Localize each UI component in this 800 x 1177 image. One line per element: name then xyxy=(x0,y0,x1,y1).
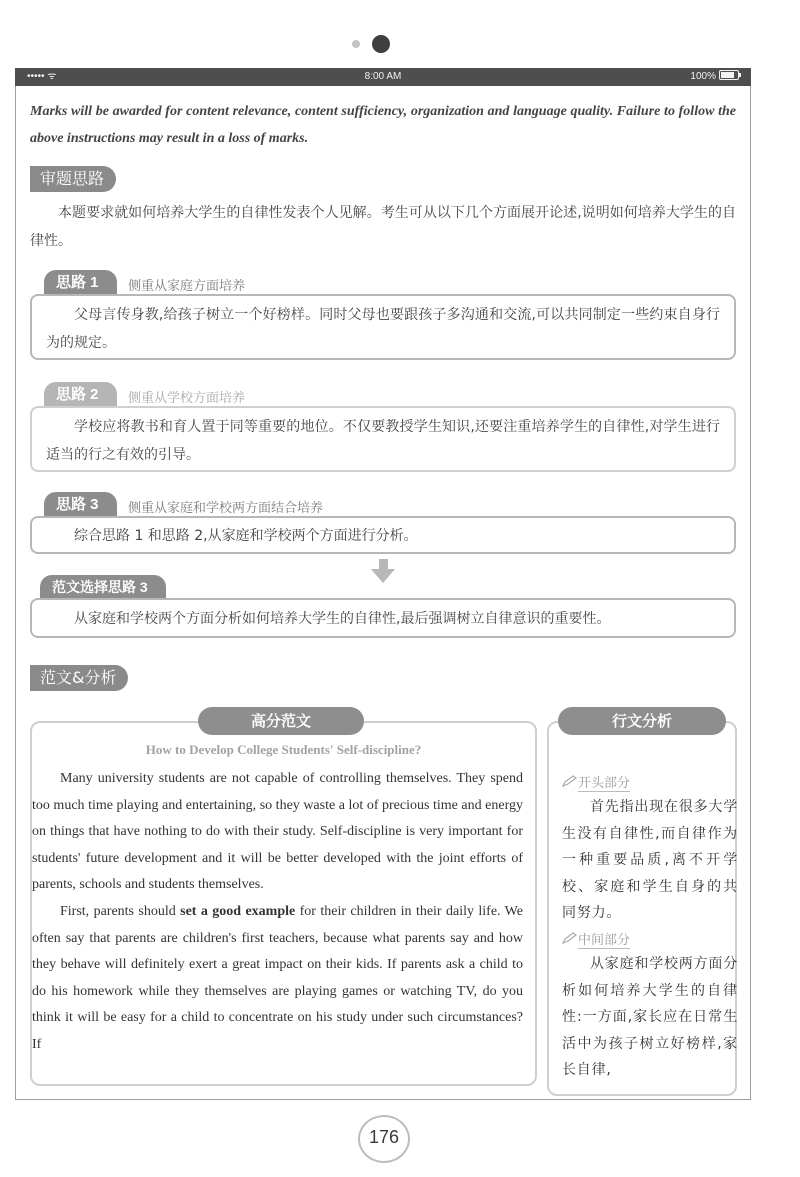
down-arrow-head xyxy=(371,569,395,583)
instruction-text: Marks will be awarded for content relevance, content sufficiency, organization and language quality. Failure to follow the above instructions may result in a loss of marks. xyxy=(30,104,736,146)
choice-text: 从家庭和学校两个方面分析如何培养大学生的自律性,最后强调树立自律意识的重要性。 xyxy=(74,611,611,627)
down-arrow-icon xyxy=(379,559,388,569)
status-time: 8:00 AM xyxy=(364,71,402,82)
idea-1-text: 父母言传身教,给孩子树立一个好榜样。同时父母也要跟孩子多沟通和交流,可以共同制定一些约束自身行为的规定。 xyxy=(46,307,720,351)
status-bar xyxy=(15,68,751,86)
idea-3-tag: 思路 3 xyxy=(44,492,117,518)
idea-2-tag: 思路 2 xyxy=(44,382,117,408)
choice-tag: 范文选择思路 3 xyxy=(40,575,166,599)
page-indicator-dot xyxy=(352,40,360,48)
battery-indicator xyxy=(690,68,739,86)
essay-body xyxy=(32,766,523,1059)
essay-paragraph-2 xyxy=(32,899,523,1059)
battery-percent: 100% xyxy=(690,71,716,82)
idea-2-box xyxy=(30,406,736,472)
page-indicator-dot-active xyxy=(372,35,390,53)
idea-2-text: 学校应将教书和育人置于同等重要的地位。不仅要教授学生知识,还要注重培养学生的自律性,对学生进行适当的行之有效的引导。 xyxy=(46,419,720,463)
choice-box xyxy=(30,598,736,638)
analysis-text-middle: 从家庭和学校两方面分析如何培养大学生的自律性:一方面,家长应在日常生活中为孩子树立好榜样,家长自律, xyxy=(562,956,738,1079)
idea-1-title: 侧重从家庭方面培养 xyxy=(128,279,246,294)
essay-paragraph-1: Many university students are not capable of controlling themselves. They spend too much time playing and entertaining, so they waste a lot of precious time and energy on things that have nothing to do with their study. Self-discipline is very important for students' future development and it will be better developed with the joint efforts of parents, schools and students themselves. xyxy=(32,771,523,893)
review-text: 本题要求就如何培养大学生的自律性发表个人见解。考生可从以下几个方面展开论述,说明如何培养大学生的自律性。 xyxy=(30,205,736,249)
idea-3-box xyxy=(30,516,736,554)
analysis-label-middle xyxy=(562,929,630,948)
signal-icon: ••••• ᯤ xyxy=(27,71,57,82)
idea-3-text: 综合思路 1 和思路 2,从家庭和学校两个方面进行分析。 xyxy=(74,528,418,544)
sample-pill: 高分范文 xyxy=(198,707,364,735)
idea-1-box xyxy=(30,294,736,360)
essay-highlight-phrase: set a good example xyxy=(180,903,296,919)
review-tag: 审题思路 xyxy=(30,166,116,192)
essay-paragraph-2-start: First, parents should xyxy=(60,903,181,919)
essay-title: How to Develop College Students' Self-discipline? xyxy=(145,742,422,757)
analysis-label-opening xyxy=(562,772,630,791)
analysis-label-middle-text: 中间部分 xyxy=(578,933,631,948)
idea-3-title: 侧重从家庭和学校两方面结合培养 xyxy=(128,501,324,516)
essay-paragraph-2-rest: for their children in their daily life. We often say that parents are children's first teachers, because what parents say and how they behave will definitely exert a great impact on their kids. If parents ask a child to do his homework while they themselves are playing games or watching TV, do you think it will be easy for a child to concentrate on his study under such circumstances? If xyxy=(32,903,523,1052)
analysis-pill: 行文分析 xyxy=(558,707,726,735)
analysis-label-opening-text: 开头部分 xyxy=(578,776,631,791)
idea-1-tag: 思路 1 xyxy=(44,270,117,296)
battery-icon xyxy=(719,70,739,80)
analysis-text-opening: 首先指出现在很多大学生没有自律性,而自律作为一种重要品质,离不开学校、家庭和学生自身的共同努力。 xyxy=(562,799,738,922)
pencil-icon xyxy=(562,932,578,944)
pencil-icon xyxy=(562,775,578,787)
idea-2-title: 侧重从学校方面培养 xyxy=(128,391,246,406)
page-number: 176 xyxy=(368,1127,400,1147)
sample-section-tag: 范文&分析 xyxy=(30,665,128,691)
